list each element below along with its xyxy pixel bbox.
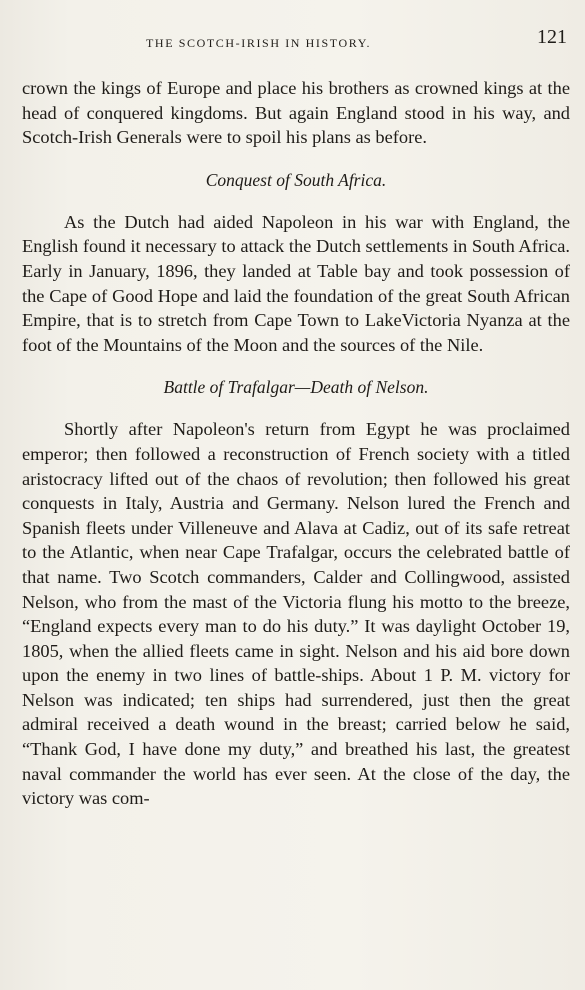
section-heading-trafalgar: Battle of Trafalgar—Death of Nelson.: [163, 377, 429, 398]
running-head: THE SCOTCH-IRISH IN HISTORY.: [146, 36, 372, 50]
page-header: [0, 26, 585, 56]
paragraph-south-africa: As the Dutch had aided Napoleon in his war with England, the English found it necessary to attack the Dutch settlements in South Africa. Early in January, 1896, they landed at Table bay and took possession of the Cape of Good Hope and laid the foundation of the great South African Empire, that is to stretch from Cape Town to LakeVictoria Nyanza at the foot of the Mountains of the Moon and the sources of the Nile.: [22, 211, 570, 355]
page-number: 121: [537, 26, 567, 48]
page-body: [22, 76, 570, 811]
section-heading-conquest: Conquest of South Africa.: [205, 169, 387, 190]
paragraph-continued: crown the kings of Europe and place his brothers as crowned kings at the head of conquered kingdoms. But again England stood in his way, and Scotch-Irish Generals were to spoil his plans as before.: [22, 78, 570, 148]
paragraph-trafalgar: Shortly after Napoleon's return from Egypt he was proclaimed emperor; then followed a reconstruction of French society with a titled aristocracy lifted out of the chaos of revolution; then followed his great conquests in Italy, Austria and Germany. Nelson lured the French and Spanish fleets under Villeneuve and Alava at Cadiz, out of its safe retreat to the Atlantic, when near Cape Trafalgar, occurs the celebrated battle of that name. Two Scotch commanders, Calder and Collingwood, assisted Nelson, who from the mast of the Victoria flung his motto to the breeze, “England expects every man to do his duty.” It was daylight October 19, 1805, when the allied fleets came in sight. Nelson and his aid bore down upon the enemy in two lines of battle-ships. About 1 P. M. victory for Nelson was indicated; ten ships had surrendered, just then the great admiral received a death wound in the breast; carried below he said, “Thank God, I have done my duty,” and breathed his last, the greatest naval commander the world has ever seen. At the close of the day, the victory was com-: [22, 419, 570, 809]
